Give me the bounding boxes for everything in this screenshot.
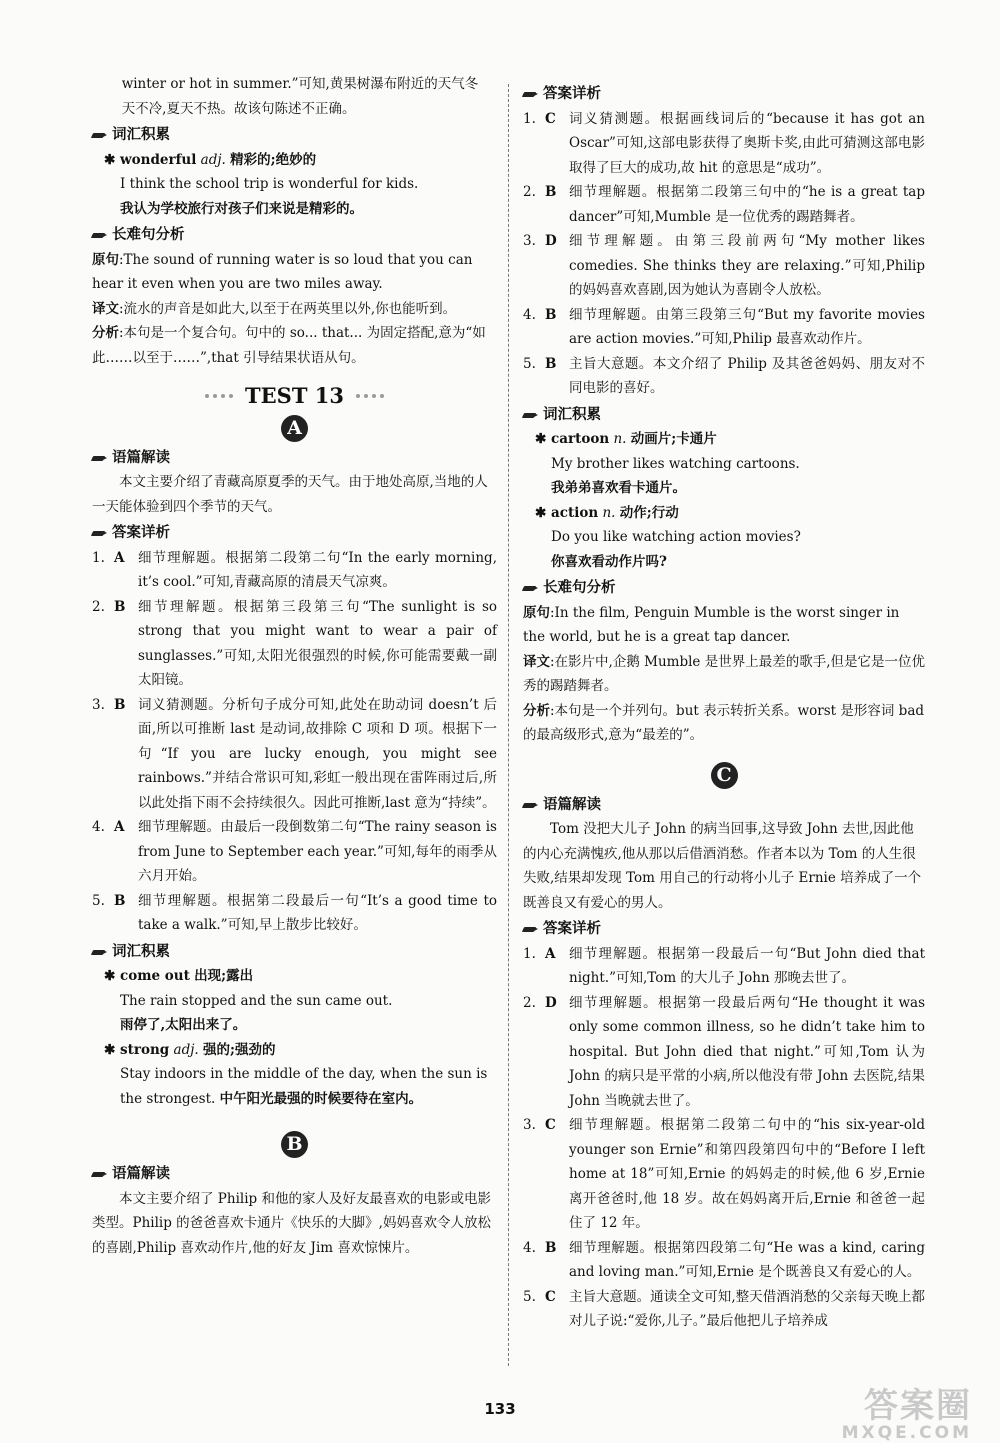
decorative-dots <box>205 394 233 398</box>
answer-item: 4. B 细节理解题。由第三段第三句“But my favorite movies are action movies.”可知,Philip 最喜欢动作片。 <box>523 306 925 347</box>
pen-icon <box>92 130 107 140</box>
asterisk-icon: ✱ <box>104 1041 116 1058</box>
pen-icon <box>92 528 107 538</box>
answer-item: 1. A 细节理解题。根据第二段第二句“In the early morning, it’s cool.”可知,青藏高原的清晨天气凉爽。 <box>92 549 497 590</box>
translation-sentence: 译文:流水的声音是如此大,以至于在两英里以外,你也能听到。 <box>92 300 457 317</box>
answer-item: 5. B 主旨大意题。本文介绍了 Philip 及其爸爸妈妈、朋友对不同电影的喜好。 <box>523 355 925 396</box>
passage-heading: 语篇解读 <box>523 793 925 818</box>
pen-icon <box>523 89 538 99</box>
asterisk-icon: ✱ <box>104 151 116 168</box>
test-title: TEST 13 <box>92 384 497 409</box>
right-column <box>523 72 925 1334</box>
pen-icon <box>92 453 107 463</box>
vocab-entry: ✱ action n. 动作;行动 Do you like watching action movies? 你喜欢看动作片吗? <box>535 501 925 575</box>
pen-icon <box>523 410 538 420</box>
passage-summary: Tom 没把大儿子 John 的病当回事,这导致 John 去世,因此他的内心充满愧疚,他从那以后借酒消愁。作者本以为 Tom 的人生很失败,结果却发现 Tom 用自己的行动将小儿子 Ernie 培养成了一个既善良又有爱心的男人。 <box>523 821 922 911</box>
answer-item: 1. C 词义猜测题。根据画线词后的“because it has got an Oscar”可知,这部电影获得了奥斯卡奖,由此可猜测这部电影取得了巨大的成功,故 hit 的意思是“成功”。 <box>523 110 925 176</box>
analysis-sentence: 分析:本句是一个复合句。句中的 so... that... 为固定搭配,意为“如此……以至于……”,that 引导结果状语从句。 <box>92 325 486 366</box>
answer-item: 4. B 细节理解题。根据第四段第二句“He was a kind, caring and loving man.”可知,Ernie 是个既善良又有爱心的人。 <box>523 1239 925 1280</box>
section-c-badge: C <box>523 762 925 789</box>
pen-icon <box>523 924 538 934</box>
continued-text-line: winter or hot in summer.”可知,黄果树瀑布附近的天气冬 <box>121 76 479 92</box>
pen-icon <box>92 1169 107 1179</box>
answer-item: 5. B 细节理解题。根据第二段最后一句“It’s a good time to take a walk.”可知,早上散步比较好。 <box>92 892 497 933</box>
analysis-sentence: 分析:本句是一个并列句。but 表示转折关系。worst 是形容词 bad 的最高级形式,意为“最差的”。 <box>523 702 925 743</box>
answer-item: 4. A 细节理解题。由最后一段倒数第二句“The rainy season is from June to September each year.”可知,每年的雨季从六月开始。 <box>92 819 497 884</box>
section-b-badge: B <box>92 1131 497 1158</box>
pen-icon <box>92 947 107 957</box>
watermark-title: 答案圈 <box>864 1386 972 1426</box>
asterisk-icon: ✱ <box>104 968 116 984</box>
original-sentence: 原句:The sound of running water is so loud that you can hear it even when you are two miles away. <box>92 251 473 292</box>
watermark-url: MXQE.COM <box>841 1423 972 1443</box>
passage-summary: 本文主要介绍了 Philip 和他的家人及好友最喜欢的电影或电影类型。Philip 的爸爸喜欢卡通片《快乐的大脚》,妈妈喜欢令人放松的喜剧,Philip 喜欢动作片,他的好友 Jim 喜欢惊悚片。 <box>92 1190 491 1256</box>
asterisk-icon: ✱ <box>535 431 547 447</box>
answer-item: 2. B 细节理解题。根据第二段第三句中的“he is a great tap dancer”可知,Mumble 是一位优秀的踢踏舞者。 <box>523 184 925 225</box>
column-divider <box>508 84 509 1366</box>
answer-item: 1. A 细节理解题。根据第一段最后一句“But John died that night.”可知,Tom 的大儿子 John 那晚去世了。 <box>523 945 925 986</box>
answer-item: 2. D 细节理解题。根据第一段最后两句“He thought it was only some common illness, so he didn’t take him to hospital. But John died that night.”可知,Tom 认为 John 的病只是平常的小病,所以他没有带 John 去医院,结果 John 当晚就去世了。 <box>523 994 925 1109</box>
vocab-entry: ✱ strong adj. 强的;强劲的 Stay indoors in the middle of the day, when the sun is the strongest. 中午阳光最强的时候要待在室内。 <box>104 1038 497 1112</box>
passage-heading: 语篇解读 <box>92 1162 497 1187</box>
section-a-badge: A <box>92 415 497 442</box>
original-sentence: 原句:In the film, Penguin Mumble is the worst singer in the world, but he is a great tap dancer. <box>523 604 900 645</box>
passage-summary: 本文主要介绍了青藏高原夏季的天气。由于地处高原,当地的人一天能体验到四个季节的天气。 <box>92 474 488 515</box>
answers-heading: 答案详析 <box>523 917 925 942</box>
answer-item: 3. B 词义猜测题。分析句子成分可知,此处在助动词 doesn’t 后面,所以可推断 last 是动词,故排除 C 项和 D 项。根据下一句“If you are lucky enough, you might see rainbows.”并结合常识可知,彩虹一般出现在雷阵雨过后,所以此处指下雨不会持续很久。因此可推断,last 意为“持续”。 <box>92 696 497 811</box>
answer-item: 5. C 主旨大意题。通读全文可知,整天借酒消愁的父亲每天晚上都对儿子说:“爱你,儿子。”最后他把儿子培养成 <box>523 1288 925 1329</box>
left-column <box>92 72 497 1260</box>
decorative-dots <box>356 394 384 398</box>
passage-heading: 语篇解读 <box>92 446 497 471</box>
long-sentence-heading: 长难句分析 <box>92 223 497 248</box>
pen-icon <box>523 583 538 593</box>
answer-item: 3. D 细节理解题。由第三段前两句“My mother likes comedies. She thinks they are relaxing.”可知,Philip 的妈妈喜欢喜剧,因为她认为喜剧令人放松。 <box>523 233 925 298</box>
long-sentence-heading: 长难句分析 <box>523 576 925 601</box>
vocab-heading: 词汇积累 <box>92 940 497 965</box>
vocab-entry: ✱ come out 出现;露出 The rain stopped and the sun came out. 雨停了,太阳出来了。 <box>104 964 497 1038</box>
answers-heading: 答案详析 <box>92 521 497 546</box>
vocab-heading: 词汇积累 <box>92 123 497 148</box>
answer-item: 3. C 细节理解题。根据第二段第二句中的“his six-year-old younger son Ernie”和第四段第四句中的“Before I left home at 18”可知,Ernie 的妈妈走的时候,他 6 岁,Ernie 离开爸爸时,他 18 岁。故在妈妈离开后,Ernie 和爸爸一起住了 12 年。 <box>523 1117 925 1231</box>
vocab-entry: ✱ cartoon n. 动画片;卡通片 My brother likes watching cartoons. 我弟弟喜欢看卡通片。 <box>535 427 925 501</box>
answer-item: 2. B 细节理解题。根据第三段第三句“The sunlight is so strong that you might want to wear a pair of sunglasses.”可知,太阳光很强烈的时候,你可能需要戴一副太阳镜。 <box>92 598 497 688</box>
vocab-entry: ✱ wonderful adj. 精彩的;绝妙的 I think the school trip is wonderful for kids. 我认为学校旅行对孩子们来说是精彩的。 <box>104 148 497 222</box>
answers-heading: 答案详析 <box>523 82 925 107</box>
translation-sentence: 译文:在影片中,企鹅 Mumble 是世界上最差的歌手,但是它是一位优秀的踢踏舞者。 <box>523 653 925 694</box>
pen-icon <box>92 230 107 240</box>
watermark <box>842 1388 972 1442</box>
page-number: 133 <box>484 1400 516 1418</box>
continued-text-line: 天不冷,夏天不热。故该句陈述不正确。 <box>121 100 356 117</box>
pen-icon <box>523 800 538 810</box>
vocab-heading: 词汇积累 <box>523 403 925 428</box>
asterisk-icon: ✱ <box>535 504 547 521</box>
